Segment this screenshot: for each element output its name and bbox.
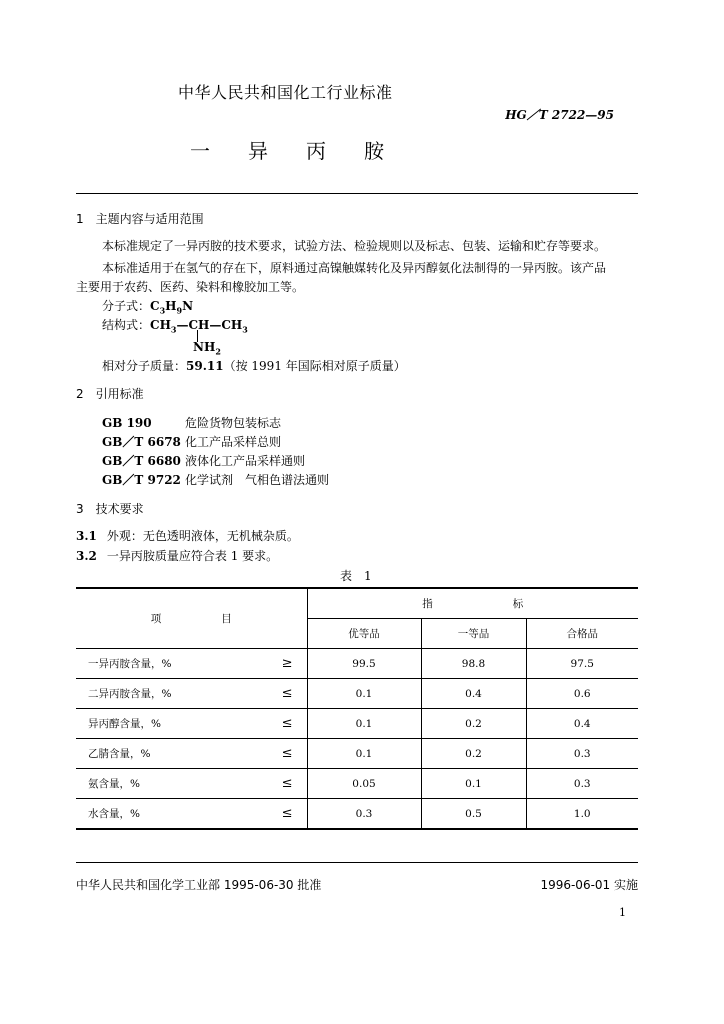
section-3-heading [76, 500, 144, 517]
implementation-date: 1996-06-01 实施 [540, 878, 638, 892]
table-caption: 表 1 [340, 569, 372, 583]
header-index-char: 标 [512, 598, 524, 610]
section-2-heading [76, 385, 144, 402]
section-1-heading [76, 210, 204, 227]
document-title [190, 135, 422, 164]
structural-formula [102, 316, 248, 334]
scope-paragraph-2-cont: 主要用于农药、医药、染料和橡胶加工等。 [76, 280, 305, 294]
reference-item [102, 414, 281, 431]
clause-text: 一异丙胺质量应符合表 1 要求。 [106, 549, 279, 563]
quality-spec-table [76, 587, 638, 830]
ref-title: 化工产品采样总则 [185, 435, 282, 449]
header-rule [76, 193, 638, 194]
title-char: 异 [248, 139, 268, 163]
item-name: 水含量，% [76, 799, 246, 830]
clause-3-1 [76, 527, 299, 544]
struct-chain: $CH_3—CH—CH_3$ [150, 318, 248, 335]
value-cell: 98.8 [421, 649, 526, 679]
compare-symbol: ≥ [246, 649, 307, 679]
title-char: 胺 [364, 139, 384, 163]
ref-title: 危险货物包装标志 [185, 416, 282, 430]
section-number: 2 [76, 387, 84, 401]
item-name: 乙腈含量，% [76, 739, 246, 769]
approval-line: 中华人民共和国化学工业部 1995-06-30 批准 [76, 878, 322, 892]
table-row [76, 799, 638, 830]
table-header-row [76, 588, 638, 619]
mw-label: 相对分子质量： [102, 359, 187, 373]
value-cell: 1.0 [526, 799, 638, 830]
value-cell: 0.3 [307, 799, 421, 830]
table-row [76, 739, 638, 769]
value-cell: 0.1 [307, 739, 421, 769]
compare-symbol: ≤ [246, 709, 307, 739]
header-item-char: 项 [150, 613, 162, 625]
value-cell: 0.1 [307, 709, 421, 739]
formula-value: $C_3H_9N$ [150, 299, 194, 316]
value-cell: 99.5 [307, 649, 421, 679]
standard-number: HG／T 2722—95 [505, 108, 614, 122]
mw-value: 59.11 [186, 359, 224, 373]
value-cell: 0.3 [526, 769, 638, 799]
section-number: 3 [76, 502, 84, 516]
compare-symbol: ≤ [246, 769, 307, 799]
clause-number: 3.2 [76, 549, 97, 563]
value-cell: 0.6 [526, 679, 638, 709]
scope-paragraph-1: 本标准规定了一异丙胺的技术要求，试验方法、检验规则以及标志、包装、运输和贮存等要求。 [102, 239, 607, 253]
table-row [76, 769, 638, 799]
table-row [76, 709, 638, 739]
value-cell: 0.1 [307, 679, 421, 709]
grade-header: 一等品 [421, 619, 526, 649]
value-cell: 97.5 [526, 649, 638, 679]
value-cell: 0.2 [421, 709, 526, 739]
reference-item [102, 452, 305, 469]
section-number: 1 [76, 212, 84, 226]
ref-title: 液体化工产品采样通则 [185, 454, 306, 468]
value-cell: 0.4 [421, 679, 526, 709]
clause-3-2 [76, 547, 278, 564]
table-row [76, 679, 638, 709]
item-name: 异丙醇含量，% [76, 709, 246, 739]
section-title: 技术要求 [95, 502, 144, 516]
scope-paragraph-2: 本标准适用于在氢气的存在下，原料通过高镍触媒转化及异丙醇氨化法制得的一异丙胺。该产品 [102, 261, 607, 275]
title-char: 一 [190, 139, 210, 163]
item-name: 氨含量，% [76, 769, 246, 799]
footer-rule [76, 862, 638, 863]
grade-header: 优等品 [307, 619, 421, 649]
value-cell: 0.5 [421, 799, 526, 830]
reference-item [102, 471, 329, 488]
clause-text: 外观：无色透明液体，无机械杂质。 [106, 529, 299, 543]
molecular-formula [102, 297, 193, 315]
item-name: 一异丙胺含量，% [76, 649, 246, 679]
compare-symbol: ≤ [246, 739, 307, 769]
org-title: 中华人民共和国化工行业标准 [178, 83, 393, 102]
value-cell: 0.1 [421, 769, 526, 799]
table-row [76, 649, 638, 679]
ref-title: 化学试剂 气相色谱法通则 [185, 473, 330, 487]
mw-note: （按 1991 年国际相对原子质量） [223, 359, 406, 373]
molecular-weight [102, 357, 406, 374]
ref-code: GB 190 [102, 416, 152, 430]
header-item-char: 目 [221, 613, 232, 625]
title-char: 丙 [306, 139, 326, 163]
value-cell: 0.4 [526, 709, 638, 739]
struct-label: 结构式： [102, 318, 151, 332]
section-title: 主题内容与适用范围 [95, 212, 204, 226]
page-number: 1 [619, 906, 626, 919]
reference-item [102, 433, 281, 450]
item-name: 二异丙胺含量，% [76, 679, 246, 709]
struct-amine: $NH_2$ [193, 340, 221, 357]
value-cell: 0.2 [421, 739, 526, 769]
value-cell: 0.05 [307, 769, 421, 799]
ref-code: GB／T 6680 [102, 454, 181, 468]
section-title: 引用标准 [95, 387, 144, 401]
grade-header: 合格品 [526, 619, 638, 649]
formula-label: 分子式： [102, 299, 151, 313]
ref-code: GB／T 6678 [102, 435, 181, 449]
clause-number: 3.1 [76, 529, 97, 543]
header-index-cell [307, 588, 638, 619]
header-item-cell [76, 588, 307, 649]
ref-code: GB／T 9722 [102, 473, 181, 487]
compare-symbol: ≤ [246, 799, 307, 830]
header-index-char: 指 [422, 598, 433, 610]
compare-symbol: ≤ [246, 679, 307, 709]
value-cell: 0.3 [526, 739, 638, 769]
